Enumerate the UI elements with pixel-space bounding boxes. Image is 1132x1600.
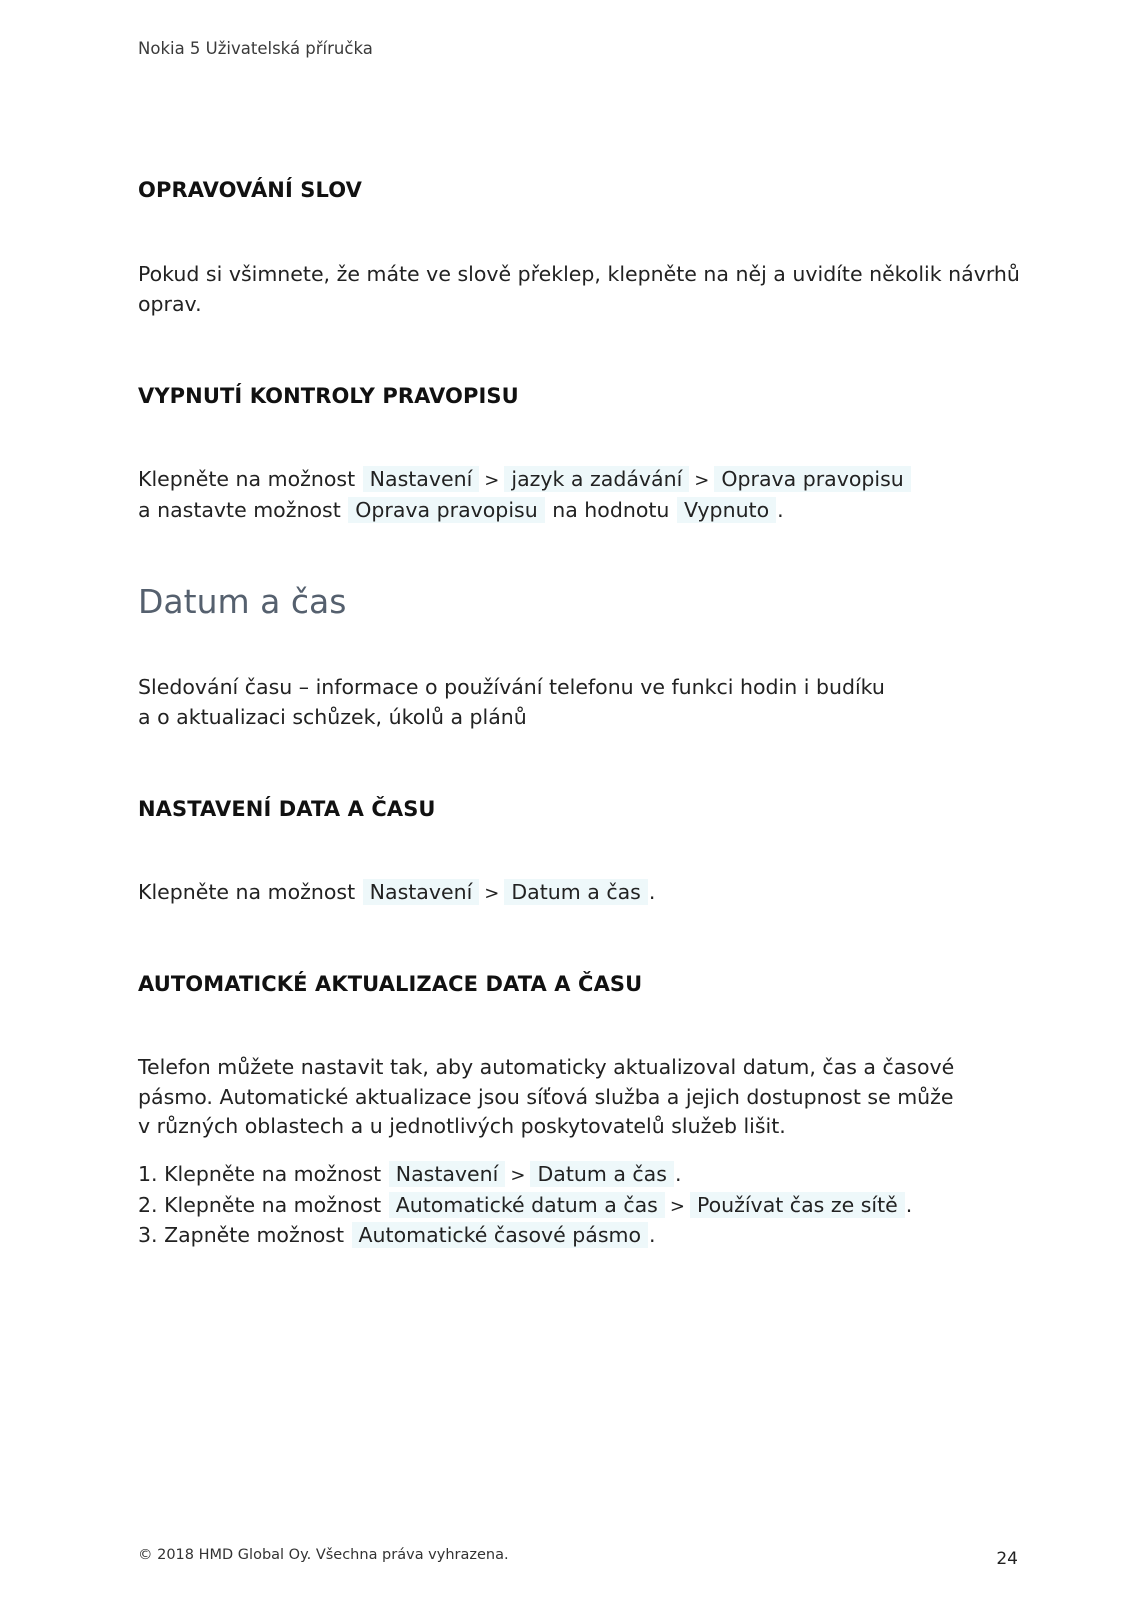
step-text: 1. Klepněte na možnost [138, 1162, 382, 1186]
period: . [649, 1223, 656, 1247]
paragraph-date-time-intro [138, 673, 885, 732]
paragraph-spellcheck-off [138, 465, 912, 525]
paragraph-auto-update [138, 1053, 954, 1142]
ui-term-language-input: jazyk a zadávání [504, 466, 689, 492]
ui-term-off: Vypnuto [677, 497, 776, 523]
ui-term-settings: Nastavení [363, 466, 480, 492]
text-run: Klepněte na možnost [138, 467, 356, 491]
paragraph-line: Telefon můžete nastavit tak, aby automaticky aktualizoval datum, čas a časové [138, 1055, 955, 1079]
ui-term-spellcheck: Oprava pravopisu [348, 497, 544, 523]
paragraph-line: oprav. [138, 291, 202, 316]
text-run: na hodnotu [552, 497, 670, 522]
paragraph-set-date-time [138, 878, 655, 909]
step-text: 3. Zapněte možnost [138, 1223, 344, 1247]
ui-term-spellcheck: Oprava pravopisu [714, 466, 910, 492]
ui-term-settings: Nastavení [363, 879, 480, 905]
section-heading-auto-update: AUTOMATICKÉ AKTUALIZACE DATA A ČASU [138, 972, 643, 996]
section-heading-word-correction: OPRAVOVÁNÍ SLOV [138, 178, 362, 202]
page-number: 24 [996, 1549, 1018, 1569]
section-heading-spellcheck-off: VYPNUTÍ KONTROLY PRAVOPISU [138, 384, 519, 408]
paragraph-line [138, 878, 655, 909]
ui-term-auto-timezone: Automatické časové pásmo [352, 1222, 649, 1248]
list-item [138, 1160, 912, 1191]
paragraph-line [138, 496, 912, 526]
text-run: a nastavte možnost [138, 497, 341, 522]
ui-term-date-time: Datum a čas [504, 879, 647, 905]
list-item [138, 1191, 912, 1222]
path-separator: > [669, 1195, 685, 1217]
step-text: 2. Klepněte na možnost [138, 1192, 382, 1217]
running-header: Nokia 5 Uživatelská příručka [138, 39, 373, 58]
path-separator: > [484, 883, 500, 904]
list-item [138, 1221, 912, 1251]
period: . [905, 1192, 913, 1217]
period: . [777, 497, 784, 522]
ui-term-network-time: Používat čas ze sítě [690, 1192, 905, 1218]
text-run: Klepněte na možnost [138, 880, 356, 904]
paragraph-word-correction [138, 260, 1020, 319]
paragraph-line [138, 465, 912, 496]
period: . [648, 880, 656, 904]
section-title-date-time: Datum a čas [138, 582, 347, 621]
paragraph-line: v různých oblastech a u jednotlivých poskytovatelů služeb lišit. [138, 1114, 786, 1138]
ui-term-settings: Nastavení [389, 1161, 506, 1187]
paragraph-line: a o aktualizaci schůzek, úkolů a plánů [138, 704, 527, 729]
section-heading-set-date-time: NASTAVENÍ DATA A ČASU [138, 797, 436, 821]
paragraph-line: Pokud si všimnete, že máte ve slově překlep, klepněte na něj a uvidíte několik návrhů [138, 262, 1020, 286]
ui-term-auto-date-time: Automatické datum a čas [389, 1192, 665, 1218]
steps-list [138, 1160, 912, 1251]
paragraph-line: Sledování času – informace o používání telefonu ve funkci hodin i budíku [138, 675, 885, 699]
copyright-footer: © 2018 HMD Global Oy. Všechna práva vyhrazena. [138, 1547, 509, 1563]
document-page [138, 0, 1018, 1600]
path-separator: > [694, 470, 710, 491]
paragraph-line: pásmo. Automatické aktualizace jsou síťová služba a jejich dostupnost se může [138, 1084, 954, 1109]
period: . [674, 1162, 682, 1186]
ui-term-date-time: Datum a čas [530, 1161, 673, 1187]
path-separator: > [484, 470, 500, 491]
path-separator: > [510, 1165, 526, 1186]
